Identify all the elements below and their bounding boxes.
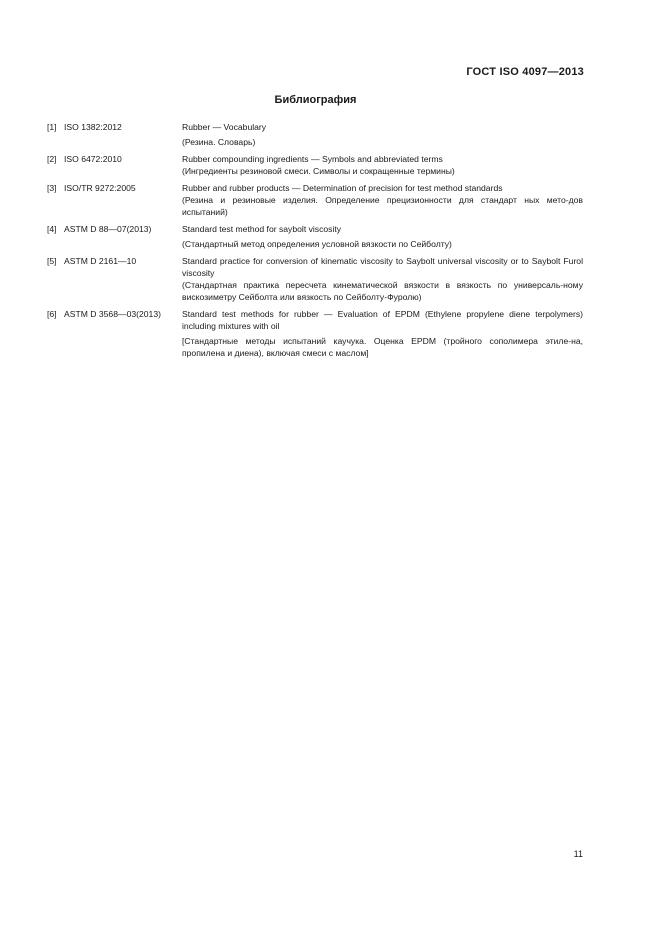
entry-title-en: Standard practice for conversion of kinematic viscosity to Saybolt universal viscosity or to Saybolt Furol viscosity bbox=[182, 256, 583, 278]
entry-number: [5] bbox=[47, 256, 57, 266]
bibliography-entry bbox=[47, 153, 583, 177]
entry-standard-code: ISO 6472:2010 bbox=[64, 154, 122, 164]
entry-number: [3] bbox=[47, 183, 57, 193]
page-number: 11 bbox=[573, 849, 583, 859]
entry-title-ru: (Ингредиенты резиновой смеси. Символы и сокращенные термины) bbox=[182, 166, 455, 176]
entry-title-en: Rubber compounding ingredients — Symbols and abbreviated terms bbox=[182, 154, 443, 164]
entry-title bbox=[182, 153, 583, 177]
entry-title-en: Rubber and rubber products — Determination of precision for test method standards bbox=[182, 183, 503, 193]
entry-title bbox=[182, 223, 583, 250]
entry-title bbox=[182, 182, 583, 218]
entry-number: [4] bbox=[47, 224, 57, 234]
entry-title-en: Standard test method for saybolt viscosity bbox=[182, 224, 342, 234]
bibliography-entry bbox=[47, 182, 583, 218]
entry-number: [6] bbox=[47, 309, 57, 319]
entry-title-ru: (Стандартный метод определения условной вязкости по Сейболту) bbox=[182, 239, 452, 249]
entry-standard-code: ISO 1382:2012 bbox=[64, 122, 122, 132]
bibliography-title: Библиография bbox=[274, 94, 357, 106]
entry-title-en: Standard test methods for rubber — Evaluation of EPDM (Ethylene propylene diene terpolymers) including mixtures with oil bbox=[182, 309, 583, 331]
entry-title-en: Rubber — Vocabulary bbox=[182, 122, 267, 132]
entry-standard-code: ASTM D 2161—10 bbox=[64, 256, 137, 266]
entry-title-ru: (Резина. Словарь) bbox=[182, 137, 256, 147]
bibliography-entry bbox=[47, 308, 583, 359]
bibliography-entry bbox=[47, 255, 583, 303]
bibliography-entry bbox=[47, 121, 583, 148]
entry-title bbox=[182, 308, 583, 359]
entry-title bbox=[182, 255, 583, 303]
bibliography-list bbox=[47, 121, 583, 364]
entry-number: [1] bbox=[47, 122, 57, 132]
bibliography-entry bbox=[47, 223, 583, 250]
entry-title-ru: (Резина и резиновые изделия. Определение прецизионности для стандарт ных мето-дов испытаний) bbox=[182, 195, 583, 217]
entry-standard-code: ASTM D 88—07(2013) bbox=[64, 224, 152, 234]
entry-standard-code: ASTM D 3568—03(2013) bbox=[64, 309, 161, 319]
entry-title-ru: [Стандартные методы испытаний каучука. Оценка EPDM (тройного сополимера этиле-на, пропилена и диена), включая смеси с маслом] bbox=[182, 336, 583, 358]
entry-title-ru: (Стандартная практика пересчета кинематической вязкости в вязкость по универсаль-ному вискозиметру Сейболта или вязкость по Сейболту-Фуролю) bbox=[182, 280, 583, 302]
entry-title bbox=[182, 121, 583, 148]
entry-number: [2] bbox=[47, 154, 57, 164]
entry-standard-code: ISO/TR 9272:2005 bbox=[64, 183, 136, 193]
standard-code-header: ГОСТ ISO 4097—2013 bbox=[466, 66, 584, 78]
